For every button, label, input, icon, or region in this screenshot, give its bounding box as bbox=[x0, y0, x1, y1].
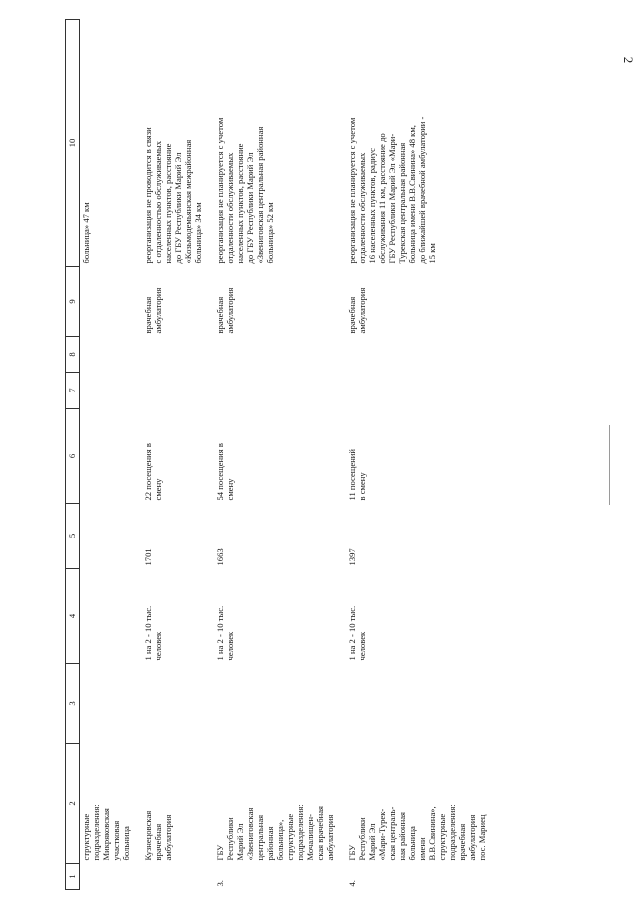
column-header: 1 bbox=[66, 864, 80, 890]
cell-line: имени bbox=[417, 837, 427, 861]
spacer bbox=[133, 23, 141, 887]
table-cell-col-6 bbox=[214, 409, 336, 504]
cell-text: 3. bbox=[215, 880, 225, 887]
cell-line: отдаленности обслуживаемых bbox=[357, 152, 367, 264]
cell-line: больница имени В.В.Свинина» 48 км, bbox=[407, 125, 417, 264]
cell-line: отдаленности обслуживаемых bbox=[225, 152, 235, 264]
cell-line: реорганизация не планируется с учетом bbox=[347, 117, 357, 264]
table-cell-col-8 bbox=[80, 337, 133, 373]
table-cell-col-5 bbox=[80, 504, 133, 569]
cell-line: смену bbox=[153, 478, 163, 501]
cell-line: «Козьмодемьянская межрайонная bbox=[183, 139, 193, 264]
column-header: 9 bbox=[66, 267, 80, 337]
cell-line: обслуживания 11 км, расстояние до bbox=[377, 133, 387, 264]
cell-line: до ГБУ Республики Марий Эл bbox=[173, 152, 183, 264]
column-header: 7 bbox=[66, 373, 80, 409]
table-cell-col-5 bbox=[346, 504, 488, 569]
cell-line: человек bbox=[357, 631, 367, 661]
cell-line: врачебная bbox=[457, 823, 467, 861]
cell-line: больница», bbox=[275, 819, 285, 861]
cell-line: амбулатория bbox=[357, 287, 367, 334]
table-cell-col-6 bbox=[346, 409, 488, 504]
table-cell-col-3 bbox=[80, 664, 133, 744]
table-cell-col-4 bbox=[80, 569, 133, 664]
cell-line: ГБУ Республики Марий Эл «Мари- bbox=[387, 133, 397, 264]
table-cell-col-1 bbox=[346, 864, 488, 890]
table-cell-col-7 bbox=[142, 373, 204, 409]
table-cell-col-10 bbox=[80, 20, 133, 267]
cell-line: в смену bbox=[357, 472, 367, 501]
cell-text: 1701 bbox=[143, 548, 153, 566]
cell-line: до ГБУ Республики Марий Эл bbox=[245, 152, 255, 264]
cell-line: центральная bbox=[255, 814, 265, 861]
cell-line: 22 посещения в bbox=[143, 443, 153, 501]
cell-line: до ближайшей врачебной амбулатории - bbox=[417, 116, 427, 264]
cell-line: врачебная bbox=[215, 296, 225, 334]
cell-line: Республики bbox=[225, 817, 235, 861]
cell-line: врачебная bbox=[153, 823, 163, 861]
cell-text: 1663 bbox=[215, 548, 225, 566]
cell-line: ская централь- bbox=[387, 806, 397, 861]
cell-line: человек bbox=[153, 631, 163, 661]
cell-line: смену bbox=[225, 478, 235, 501]
footer-divider bbox=[609, 425, 610, 505]
table-cell-col-1 bbox=[80, 864, 133, 890]
table-cell-col-7 bbox=[214, 373, 336, 409]
cell-line: Кузнецовская bbox=[143, 810, 153, 861]
row-spacer bbox=[204, 20, 214, 890]
cell-line: амбулатория bbox=[325, 814, 335, 861]
cell-line: ГБУ bbox=[215, 844, 225, 861]
column-header: 10 bbox=[66, 20, 80, 267]
cell-line: 1 на 2 - 10 тыс. bbox=[347, 605, 357, 661]
table-cell-col-8 bbox=[142, 337, 204, 373]
cell-line: больница bbox=[407, 826, 417, 861]
data-table bbox=[65, 19, 488, 890]
cell-line: амбулатория bbox=[153, 287, 163, 334]
table-cell-col-6 bbox=[80, 409, 133, 504]
row-spacer bbox=[336, 20, 346, 890]
cell-line: врачебная bbox=[143, 296, 153, 334]
cell-line: 11 посещений bbox=[347, 449, 357, 501]
cell-line: амбулатория bbox=[467, 814, 477, 861]
cell-line: амбулатория bbox=[163, 814, 173, 861]
table-row bbox=[142, 20, 204, 890]
spacer bbox=[337, 23, 345, 887]
table-cell-col-1 bbox=[214, 864, 336, 890]
table-header-row bbox=[66, 20, 80, 890]
column-header: 6 bbox=[66, 409, 80, 504]
spacer bbox=[205, 23, 213, 887]
cell-line: структурные bbox=[81, 813, 91, 861]
rotated-table-region bbox=[65, 20, 487, 890]
cell-text: 4. bbox=[347, 880, 357, 887]
cell-line: ГБУ bbox=[347, 844, 357, 861]
cell-line: с отдаленностью обслуживаемых bbox=[153, 141, 163, 264]
table-cell-col-9 bbox=[346, 267, 488, 337]
table-cell-col-8 bbox=[346, 337, 488, 373]
cell-line: «Звениговская bbox=[245, 807, 255, 861]
table-cell-col-4 bbox=[346, 569, 488, 664]
table-cell-col-3 bbox=[214, 664, 336, 744]
table-cell-col-9 bbox=[80, 267, 133, 337]
cell-line: больница» 47 км bbox=[81, 202, 91, 264]
cell-line: пос. Мариец bbox=[477, 814, 487, 861]
cell-line: населенных пунктов, расстояние bbox=[235, 143, 245, 264]
cell-line: амбулатория bbox=[225, 287, 235, 334]
cell-line: больница» 52 км bbox=[265, 202, 275, 264]
cell-line: Турекская центральная районная bbox=[397, 142, 407, 264]
cell-line: подразделения: bbox=[295, 804, 305, 861]
cell-line: В.В.Свинина», bbox=[427, 806, 437, 861]
table-cell-col-7 bbox=[80, 373, 133, 409]
cell-line: реорганизация не проводится в связи bbox=[143, 127, 153, 264]
cell-line: Марий Эл bbox=[367, 823, 377, 861]
table-cell-col-3 bbox=[142, 664, 204, 744]
cell-line: врачебная bbox=[347, 296, 357, 334]
table-cell-col-10 bbox=[346, 20, 488, 267]
spacer-cell bbox=[336, 20, 346, 890]
cell-line: больница» 34 км bbox=[193, 202, 203, 264]
table-cell-col-9 bbox=[214, 267, 336, 337]
table-body bbox=[80, 20, 489, 890]
cell-line: участковая bbox=[111, 820, 121, 861]
cell-line: 1 на 2 - 10 тыс. bbox=[143, 605, 153, 661]
column-header: 8 bbox=[66, 337, 80, 373]
table-cell-col-4 bbox=[214, 569, 336, 664]
spacer-cell bbox=[204, 20, 214, 890]
cell-line: 15 км bbox=[427, 243, 437, 264]
cell-text: 1397 bbox=[347, 548, 357, 566]
table-cell-col-8 bbox=[214, 337, 336, 373]
column-header: 4 bbox=[66, 569, 80, 664]
column-header: 3 bbox=[66, 664, 80, 744]
row-spacer bbox=[132, 20, 142, 890]
table-row bbox=[214, 20, 336, 890]
cell-line: структурные bbox=[285, 813, 295, 861]
cell-line: подразделения: bbox=[447, 804, 457, 861]
table-cell-col-10 bbox=[214, 20, 336, 267]
cell-line: подразделения: bbox=[91, 804, 101, 861]
column-header: 5 bbox=[66, 504, 80, 569]
spacer-cell bbox=[132, 20, 142, 890]
table-cell-col-2 bbox=[346, 744, 488, 864]
cell-line: «Звениговская центральная районная bbox=[255, 126, 265, 264]
table-cell-col-2 bbox=[142, 744, 204, 864]
cell-line: «Мари-Турек- bbox=[377, 808, 387, 861]
table-cell-col-9 bbox=[142, 267, 204, 337]
table-cell-col-3 bbox=[346, 664, 488, 744]
cell-line: больница bbox=[121, 826, 131, 861]
page-number: 2 bbox=[621, 56, 636, 64]
cell-line: 16 населенных пунктов, радиус bbox=[367, 148, 377, 264]
cell-line: 1 на 2 - 10 тыс. bbox=[215, 605, 225, 661]
table-cell-col-5 bbox=[142, 504, 204, 569]
cell-line: структурные bbox=[437, 813, 447, 861]
table-cell-col-2 bbox=[80, 744, 133, 864]
cell-line: ная районная bbox=[397, 812, 407, 861]
cell-line: ская врачебная bbox=[315, 806, 325, 861]
table-cell-col-4 bbox=[142, 569, 204, 664]
cell-line: 54 посещения в bbox=[215, 443, 225, 501]
cell-line: населенных пунктов, расстояние bbox=[163, 143, 173, 264]
table-cell-col-2 bbox=[214, 744, 336, 864]
cell-line: Республики bbox=[357, 817, 367, 861]
cell-line: Микряковская bbox=[101, 808, 111, 861]
table-cell-col-7 bbox=[346, 373, 488, 409]
cell-line: районная bbox=[265, 826, 275, 861]
table-row bbox=[346, 20, 488, 890]
column-header: 2 bbox=[66, 744, 80, 864]
cell-line: Мочалищен- bbox=[305, 814, 315, 861]
table-cell-col-5 bbox=[214, 504, 336, 569]
cell-line: реорганизация не планируется с учетом bbox=[215, 117, 225, 264]
table-row bbox=[80, 20, 133, 890]
table-cell-col-6 bbox=[142, 409, 204, 504]
table-cell-col-10 bbox=[142, 20, 204, 267]
cell-line: Марий Эл bbox=[235, 823, 245, 861]
cell-line: человек bbox=[225, 631, 235, 661]
table-cell-col-1 bbox=[142, 864, 204, 890]
